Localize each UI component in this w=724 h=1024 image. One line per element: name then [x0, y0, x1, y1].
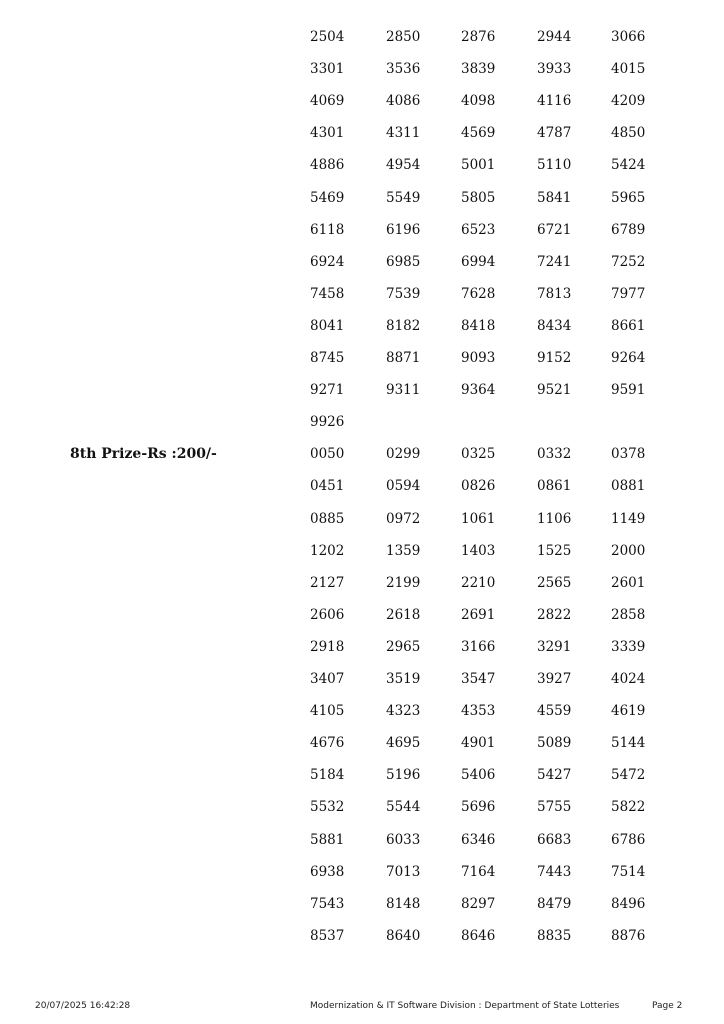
ticket-number: 4787 — [537, 125, 572, 142]
ticket-number: 3547 — [461, 671, 496, 687]
ticket-number: 4015 — [611, 61, 646, 78]
ticket-number: 6033 — [386, 831, 421, 848]
ticket-number: 4886 — [310, 157, 345, 174]
ticket-number: 6721 — [537, 221, 572, 238]
ticket-number: 0451 — [310, 478, 345, 495]
ticket-number: 3166 — [461, 638, 496, 655]
ticket-number: 0881 — [611, 478, 646, 495]
ticket-number: 2127 — [310, 574, 345, 591]
ticket-number: 4559 — [537, 703, 572, 720]
number-row — [310, 156, 650, 176]
ticket-number: 5110 — [537, 157, 572, 174]
number-row — [310, 253, 650, 273]
ticket-number: 5881 — [310, 831, 345, 848]
ticket-number: 6196 — [386, 221, 421, 238]
ticket-number: 5805 — [461, 189, 496, 206]
ticket-number: 8646 — [461, 927, 496, 944]
footer-division: Modernization & IT Software Division : Department of State Lotteries — [310, 1001, 620, 1011]
ticket-number: 7013 — [386, 863, 421, 880]
ticket-number: 5406 — [461, 767, 496, 784]
ticket-number: 2876 — [461, 29, 496, 45]
ticket-number: 7628 — [461, 285, 496, 302]
ticket-number: 8661 — [611, 317, 646, 334]
ticket-number: 6789 — [611, 221, 646, 238]
number-row — [310, 670, 650, 690]
ticket-number: 7252 — [611, 253, 646, 270]
ticket-number: 3519 — [386, 671, 421, 687]
ticket-number: 7977 — [611, 285, 646, 302]
ticket-number: 1403 — [461, 542, 496, 559]
ticket-number: 9264 — [611, 350, 646, 366]
number-row — [310, 638, 650, 658]
ticket-number: 6118 — [310, 221, 345, 238]
ticket-number: 6938 — [310, 863, 345, 880]
ticket-number: 3933 — [537, 61, 572, 78]
ticket-number: 2858 — [611, 606, 646, 623]
ticket-number: 5089 — [537, 735, 572, 752]
number-row — [310, 189, 650, 209]
number-row — [310, 124, 650, 144]
ticket-number: 6683 — [537, 831, 572, 848]
ticket-number: 4569 — [461, 125, 496, 142]
ticket-number: 5184 — [310, 767, 345, 784]
ticket-number: 4353 — [461, 703, 496, 720]
number-row — [310, 606, 650, 626]
ticket-number: 9364 — [461, 382, 496, 399]
ticket-number: 4105 — [310, 703, 345, 720]
ticket-number: 2691 — [461, 606, 496, 623]
ticket-number: 4024 — [611, 671, 646, 687]
number-row — [310, 477, 650, 497]
ticket-number: 4695 — [386, 735, 421, 752]
ticket-number: 2965 — [386, 638, 421, 655]
ticket-number: 4954 — [386, 157, 421, 174]
number-row — [310, 349, 650, 369]
ticket-number: 8835 — [537, 927, 572, 944]
ticket-number: 4069 — [310, 93, 345, 110]
number-row — [310, 702, 650, 722]
ticket-number: 8479 — [537, 895, 572, 912]
ticket-number: 6985 — [386, 253, 421, 270]
ticket-number: 3536 — [386, 61, 421, 78]
ticket-number: 6994 — [461, 253, 496, 270]
ticket-number: 9093 — [461, 350, 496, 366]
ticket-number: 4323 — [386, 703, 421, 720]
ticket-number: 8537 — [310, 927, 345, 944]
ticket-number: 0332 — [537, 446, 572, 463]
ticket-number: 0299 — [386, 446, 421, 463]
prize-label: 8th Prize-Rs :200/- — [70, 446, 217, 463]
ticket-number: 6924 — [310, 253, 345, 270]
number-row — [310, 766, 650, 786]
number-row — [310, 221, 650, 241]
ticket-number: 4301 — [310, 125, 345, 142]
ticket-number: 8041 — [310, 317, 345, 334]
number-row — [310, 734, 650, 754]
ticket-number: 5544 — [386, 799, 421, 816]
ticket-number: 2199 — [386, 574, 421, 591]
ticket-number: 7543 — [310, 895, 345, 912]
ticket-number: 5755 — [537, 799, 572, 816]
ticket-number: 3407 — [310, 671, 345, 687]
ticket-number: 7164 — [461, 863, 496, 880]
ticket-number: 8297 — [461, 895, 496, 912]
ticket-number: 3291 — [537, 638, 572, 655]
ticket-number: 1202 — [310, 542, 345, 559]
ticket-number: 2504 — [310, 29, 345, 45]
ticket-number: 3066 — [611, 29, 646, 45]
ticket-number: 8876 — [611, 927, 646, 944]
ticket-number: 7514 — [611, 863, 646, 880]
ticket-number: 7443 — [537, 863, 572, 880]
number-row — [310, 317, 650, 337]
number-row — [310, 863, 650, 883]
ticket-number: 6346 — [461, 831, 496, 848]
ticket-number: 1106 — [537, 510, 572, 527]
ticket-number: 1061 — [461, 510, 496, 527]
ticket-number: 8148 — [386, 895, 421, 912]
ticket-number: 6523 — [461, 221, 496, 238]
number-row — [310, 542, 650, 562]
ticket-number: 0861 — [537, 478, 572, 495]
ticket-number: 9311 — [386, 382, 421, 399]
ticket-number: 4850 — [611, 125, 646, 142]
ticket-number: 4209 — [611, 93, 646, 110]
ticket-number: 9271 — [310, 382, 345, 399]
ticket-number: 1525 — [537, 542, 572, 559]
ticket-number: 5549 — [386, 189, 421, 206]
number-row — [310, 510, 650, 530]
ticket-number: 0050 — [310, 446, 345, 463]
footer-timestamp: 20/07/2025 16:42:28 — [35, 1001, 131, 1011]
ticket-number: 2000 — [611, 542, 646, 559]
ticket-number: 8182 — [386, 317, 421, 334]
ticket-number: 1359 — [386, 542, 421, 559]
ticket-number: 2565 — [537, 574, 572, 591]
ticket-number: 0325 — [461, 446, 496, 463]
number-row — [310, 60, 650, 80]
number-row — [310, 445, 650, 465]
ticket-number: 4098 — [461, 93, 496, 110]
ticket-number: 3839 — [461, 61, 496, 78]
ticket-number: 4311 — [386, 125, 421, 142]
ticket-number: 4901 — [461, 735, 496, 752]
ticket-number: 7539 — [386, 285, 421, 302]
ticket-number: 8434 — [537, 317, 572, 334]
ticket-number: 5424 — [611, 157, 646, 174]
ticket-number: 5696 — [461, 799, 496, 816]
ticket-number: 2601 — [611, 574, 646, 591]
ticket-number: 5469 — [310, 189, 345, 206]
ticket-number: 9926 — [310, 414, 345, 431]
number-row — [310, 798, 650, 818]
ticket-number: 7813 — [537, 285, 572, 302]
number-row — [310, 927, 650, 947]
ticket-number: 3301 — [310, 61, 345, 78]
ticket-number: 5001 — [461, 157, 496, 174]
ticket-number: 5532 — [310, 799, 345, 816]
ticket-number: 5427 — [537, 767, 572, 784]
ticket-number: 8745 — [310, 350, 345, 366]
ticket-number: 5965 — [611, 189, 646, 206]
ticket-number: 5144 — [611, 735, 646, 752]
ticket-number: 2606 — [310, 606, 345, 623]
number-row — [310, 285, 650, 305]
ticket-number: 8418 — [461, 317, 496, 334]
number-row — [310, 574, 650, 594]
ticket-number: 2822 — [537, 606, 572, 623]
ticket-number: 2918 — [310, 638, 345, 655]
footer-page-number: Page 2 — [652, 1001, 683, 1011]
number-row — [310, 413, 650, 433]
ticket-number: 8871 — [386, 350, 421, 366]
ticket-number: 4116 — [537, 93, 572, 110]
ticket-number: 2850 — [386, 29, 421, 45]
ticket-number: 8496 — [611, 895, 646, 912]
ticket-number: 1149 — [611, 510, 646, 527]
ticket-number: 7241 — [537, 253, 572, 270]
ticket-number: 6786 — [611, 831, 646, 848]
ticket-number: 0826 — [461, 478, 496, 495]
number-row — [310, 831, 650, 851]
ticket-number: 4676 — [310, 735, 345, 752]
ticket-number: 0885 — [310, 510, 345, 527]
ticket-number: 5822 — [611, 799, 646, 816]
ticket-number: 2944 — [537, 29, 572, 45]
ticket-number: 2210 — [461, 574, 496, 591]
ticket-number: 4619 — [611, 703, 646, 720]
ticket-number: 2618 — [386, 606, 421, 623]
ticket-number: 8640 — [386, 927, 421, 944]
ticket-number: 0378 — [611, 446, 646, 463]
ticket-number: 5841 — [537, 189, 572, 206]
ticket-number: 3927 — [537, 671, 572, 687]
ticket-number: 9591 — [611, 382, 646, 399]
ticket-number: 5472 — [611, 767, 646, 784]
ticket-number: 4086 — [386, 93, 421, 110]
ticket-number: 0594 — [386, 478, 421, 495]
ticket-number: 7458 — [310, 285, 345, 302]
ticket-number: 9152 — [537, 350, 572, 366]
number-row — [310, 92, 650, 112]
number-row — [310, 28, 650, 48]
ticket-number: 0972 — [386, 510, 421, 527]
ticket-number: 9521 — [537, 382, 572, 399]
number-row — [310, 895, 650, 915]
ticket-number: 3339 — [611, 638, 646, 655]
number-row — [310, 381, 650, 401]
ticket-number: 5196 — [386, 767, 421, 784]
